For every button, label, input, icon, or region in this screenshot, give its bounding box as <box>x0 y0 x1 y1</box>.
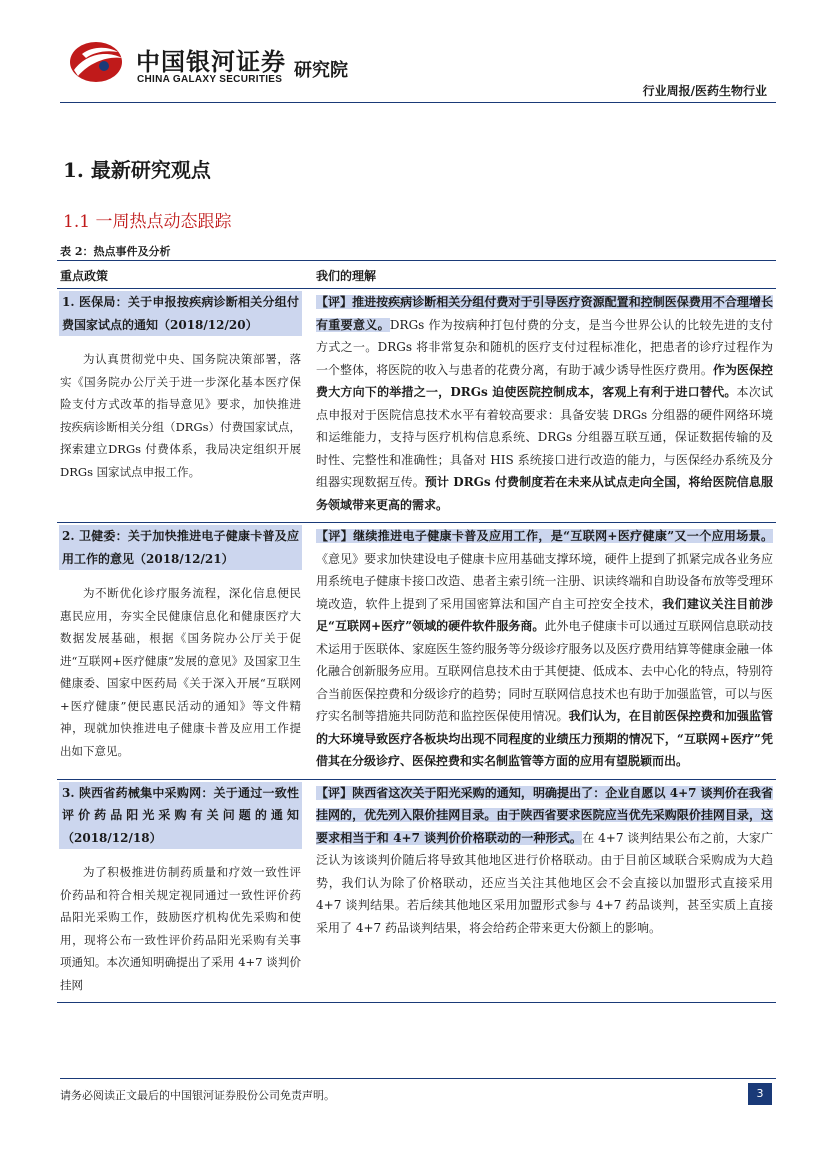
policy-title: 2. 卫健委：关于加快推进电子健康卡普及应用工作的意见（2018/12/21） <box>59 525 302 570</box>
table-row <box>57 289 776 523</box>
view-text: 此外电子健康卡可以通过互联网信息联动技术运用于医联体、家庭医生签约服务等分级诊疗服务以及医疗费用结算等健康金融一体化融合创新服务应用。互联网信息技术由于其便捷、低成本、去中心化的特点，特别符合当前医保控费和分级诊疗的趋势；同时互联网信息技术也有助于加强监管，可以与医疗实名制等措施共同防范和监控医保使用情况。 <box>316 619 773 723</box>
logo-chinese-name: 中国银河证券 <box>136 48 286 76</box>
view-emphasis: 预计 DRGs 付费制度若在未来从试点走向全国，将给医院信息服务领域带来更高的需求。 <box>316 475 773 512</box>
subsection-heading: 1.1 一周热点动态跟踪 <box>63 212 232 232</box>
report-type: 行业周报/医药生物行业 <box>642 84 767 98</box>
view-text: 在 4+7 谈判结果公布之前，大家广泛认为该谈判价随后将导致其他地区进行价格联动。由于目前区域联合采购成为大趋势，我们认为除了价格联动，还应当关注其他地区会不会直接以加盟形式直接采用 4+7 谈判结果。若后续其他地区采用加盟形式参与 4+7 药品谈判，甚至实质上直接采用了 4+7 药品谈判结果，将会给药企带来更大份额上的影响。 <box>316 830 773 935</box>
policy-cell <box>57 523 304 780</box>
logo-english-name: CHINA GALAXY SECURITIES <box>137 74 283 85</box>
policy-title: 3. 陕西省药械集中采购网：关于通过一致性评价药品阳光采购有关问题的通知（2018/12/18） <box>59 782 302 850</box>
policy-cell <box>57 289 304 523</box>
view-emphasis: 作为医保控费大方向下的举措之一，DRGs 迫使医院控制成本，客观上有利于进口替代。 <box>316 362 773 399</box>
policy-title: 1. 医保局：关于申报按疾病诊断相关分组付费国家试点的通知（2018/12/20） <box>59 291 302 336</box>
policy-body: 为不断优化诊疗服务流程，深化信息便民惠民应用，夯实全民健康信息化和健康医疗大数据发展基础，根据《国务院办公厅关于促进“互联网+医疗健康”发展的意见》及国家卫生健康委、国家中医药局《关于深入开展“互联网+医疗健康”便民惠民活动的通知》等文件精神，现就加快推进电子健康卡普及应用工作提出如下意见。 <box>60 586 301 758</box>
view-emphasis: 我们建议关注目前涉足“互联网+医疗”领域的硬件软件服务商。 <box>316 596 773 633</box>
page-number: 3 <box>748 1083 772 1105</box>
footer-divider <box>60 1078 776 1079</box>
section-heading: 1. 最新研究观点 <box>63 158 211 182</box>
view-cell <box>304 289 776 523</box>
disclaimer-note: 请务必阅读正文最后的中国银河证券股份公司免责声明。 <box>60 1089 335 1102</box>
view-emphasis: 我们认为，在目前医保控费和加强监管的大环境导致医疗各板块均出现不同程度的业绩压力预期的情况下，“互联网+医疗”凭借其在分级诊疗、医保控费和实名制监管等方面的应用有望脱颖而出。 <box>316 709 773 768</box>
column-header-view: 我们的理解 <box>304 261 776 289</box>
table-header-row <box>57 261 776 289</box>
policy-cell <box>57 779 304 1003</box>
header-divider <box>60 102 776 103</box>
view-cell <box>304 523 776 780</box>
table-caption: 表 2：热点事件及分析 <box>60 245 171 258</box>
policy-body: 为了积极推进仿制药质量和疗效一致性评价药品和符合相关规定视同通过一致性评价药品阳光采购工作，鼓励医疗机构优先采购和使用，现将公布一致性评价药品阳光采购有关事项通知。本次通知明确提出了采用 4+7 谈判价挂网 <box>60 865 301 992</box>
view-comment: 【评】陕西省这次关于阳光采购的通知，明确提出了：企业自愿以 4+7 谈判价在我省挂网的，优先列入限价挂网目录。由于陕西省要求医院应当优先采购限价挂网目录，这要求相当于和 4+7 谈判价价格联动的一种形式。 <box>316 785 773 845</box>
view-text: DRGs 作为按病种打包付费的分支，是当今世界公认的比较先进的支付方式之一。DRGs 将非常复杂和随机的医疗支付过程标准化，把患者的诊疗过程作为一个整体，将医院的收入与患者的花费分离，有助于减少诱导性医疗费用。 <box>316 317 773 377</box>
view-text: 《意见》要求加快建设电子健康卡应用基础支撑环境，硬件上提到了抓紧完成各业务应用系统电子健康卡接口改造、患者主索引统一注册、识读终端和自助设备布放等受理环境改造，软件上提到了采用国密算法和国产自主可控安全技术， <box>316 551 773 611</box>
institute-label: 研究院 <box>294 60 348 81</box>
view-comment: 【评】继续推进电子健康卡普及应用工作，是“互联网+医疗健康”又一个应用场景。 <box>316 529 773 543</box>
view-comment: 【评】推进按疾病诊断相关分组付费对于引导医疗资源配置和控制医保费用不合理增长有重要意义。 <box>316 295 773 332</box>
column-header-policy: 重点政策 <box>57 261 304 289</box>
hot-events-table <box>57 260 776 1003</box>
policy-body: 为认真贯彻党中央、国务院决策部署，落实《国务院办公厅关于进一步深化基本医疗保险支付方式改革的指导意见》要求，加快推进按疾病诊断相关分组（DRGs）付费国家试点，探索建立DRGs 付费体系，我局决定组织开展DRGs 国家试点申报工作。 <box>60 352 301 479</box>
view-text: 本次试点申报对于医院信息技术水平有着较高要求：具备安装 DRGs 分组器的硬件网络环境和运维能力，支持与医疗机构信息系统、DRGs 分组器互联互通，保证数据传输的及时性、完整性和准确性；具备对 HIS 系统接口进行改造的能力，与医保经办系统及分组器实现数据互传。 <box>316 385 773 489</box>
galaxy-logo-icon <box>68 40 124 84</box>
table-row <box>57 523 776 780</box>
table-row <box>57 779 776 1003</box>
view-cell <box>304 779 776 1003</box>
page-header <box>0 0 827 105</box>
